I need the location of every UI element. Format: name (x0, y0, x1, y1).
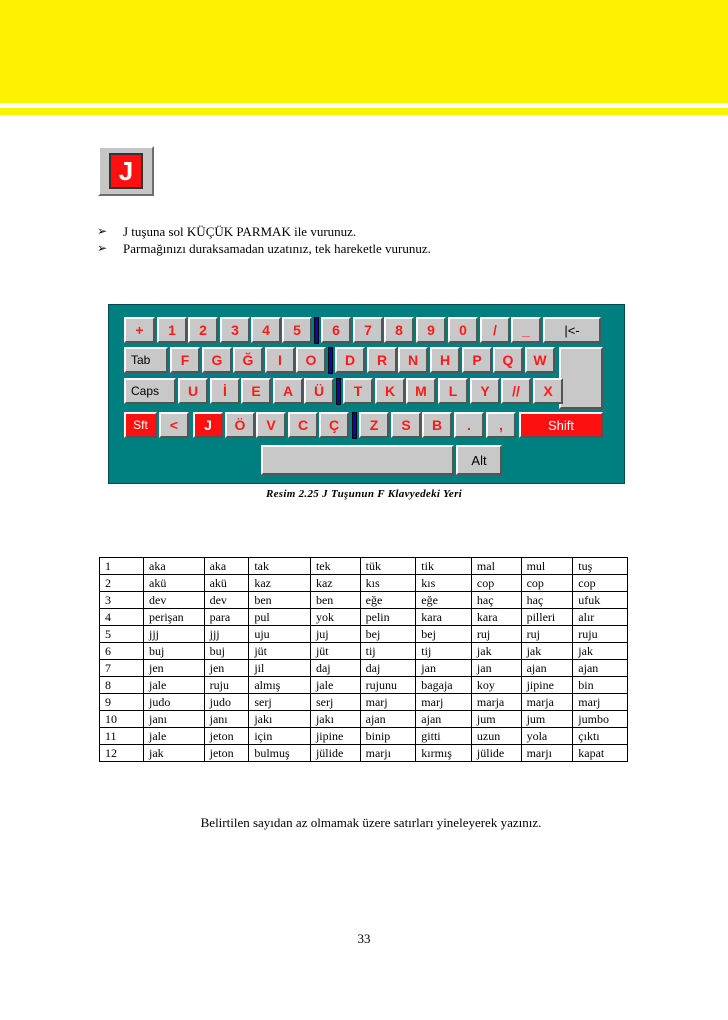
key-j-highlighted: J (193, 412, 223, 438)
key-s: S (391, 412, 421, 438)
key-y: Y (470, 378, 500, 404)
word-cell: jjj (144, 626, 205, 643)
word-cell: marj (360, 694, 416, 711)
row-number-cell: 5 (100, 626, 144, 643)
table-row (100, 609, 628, 626)
row-number-cell: 10 (100, 711, 144, 728)
word-cell: çıktı (573, 728, 628, 745)
word-cell: tak (249, 558, 311, 575)
row-number-cell: 11 (100, 728, 144, 745)
key-k: K (375, 378, 405, 404)
key-slash: / (480, 317, 510, 343)
word-cell: kırmış (416, 745, 472, 762)
word-cell: için (249, 728, 311, 745)
word-cell: marj (416, 694, 472, 711)
word-cell: para (204, 609, 249, 626)
figure-caption-text: Resim 2.25 J Tuşunun F Klavyedeki Yeri (265, 488, 463, 500)
word-cell: yola (521, 728, 573, 745)
key-p: P (462, 347, 492, 373)
word-cell: jipine (310, 728, 360, 745)
word-cell: jak (144, 745, 205, 762)
key-l: L (438, 378, 468, 404)
key-c-cedilla: Ç (319, 412, 349, 438)
key-t: T (343, 378, 373, 404)
word-cell: pelin (360, 609, 416, 626)
hand-divider (328, 347, 333, 374)
table-row (100, 728, 628, 745)
key-enter (559, 347, 603, 409)
table-row (100, 643, 628, 660)
word-cell: judo (204, 694, 249, 711)
word-cell: ufuk (573, 592, 628, 609)
word-cell: jipine (521, 677, 573, 694)
key-n: N (398, 347, 428, 373)
practice-table-body (100, 558, 628, 762)
hand-divider (314, 317, 319, 344)
word-cell: binip (360, 728, 416, 745)
row-number-cell: 1 (100, 558, 144, 575)
word-cell: tük (360, 558, 416, 575)
word-cell: jak (521, 643, 573, 660)
bullet-arrow-icon: ➢ (97, 224, 108, 238)
word-cell: bej (416, 626, 472, 643)
key-e: E (241, 378, 271, 404)
word-cell: marja (521, 694, 573, 711)
word-cell: haç (521, 592, 573, 609)
word-cell: janı (204, 711, 249, 728)
key-d: D (335, 347, 365, 373)
table-row (100, 558, 628, 575)
key-b: B (422, 412, 452, 438)
word-cell: buj (204, 643, 249, 660)
bullet-text: Parmağınızı duraksamadan uzatınız, tek hareketle vurunuz. (123, 241, 431, 256)
key-r: R (367, 347, 397, 373)
word-cell: akü (144, 575, 205, 592)
key-u: U (178, 378, 208, 404)
word-cell: jen (144, 660, 205, 677)
key-x: X (533, 378, 563, 404)
bullet-item (97, 223, 431, 240)
word-cell: kapat (573, 745, 628, 762)
key-o: O (296, 347, 326, 373)
word-cell: judo (144, 694, 205, 711)
keyboard-image (108, 304, 625, 484)
hand-divider (352, 412, 357, 439)
word-cell: kaz (249, 575, 311, 592)
word-cell: jjj (204, 626, 249, 643)
word-cell: jale (144, 728, 205, 745)
key-o-umlaut: Ö (225, 412, 255, 438)
word-cell: kaz (310, 575, 360, 592)
key-u-umlaut: Ü (304, 378, 334, 404)
key-g: G (202, 347, 232, 373)
word-cell: ruju (204, 677, 249, 694)
word-cell: tij (416, 643, 472, 660)
key-8: 8 (384, 317, 414, 343)
word-cell: yok (310, 609, 360, 626)
word-cell: eğe (416, 592, 472, 609)
word-cell: jale (144, 677, 205, 694)
word-cell: jüt (249, 643, 311, 660)
key-0: 0 (448, 317, 478, 343)
word-cell: jülide (310, 745, 360, 762)
word-cell: tij (360, 643, 416, 660)
row-number-cell: 8 (100, 677, 144, 694)
repeat-instruction: Belirtilen sayıdan az olmamak üzere satırları yineleyerek yazınız. (200, 815, 542, 830)
word-cell: jum (521, 711, 573, 728)
word-cell: eğe (360, 592, 416, 609)
word-cell: buj (144, 643, 205, 660)
word-cell: ruj (471, 626, 521, 643)
key-6: 6 (321, 317, 351, 343)
word-cell: cop (471, 575, 521, 592)
key-1: 1 (157, 317, 187, 343)
key-backspace: |<- (543, 317, 601, 343)
row-number-cell: 3 (100, 592, 144, 609)
key-plus: + (124, 317, 155, 343)
key-z: Z (359, 412, 389, 438)
row-number-cell: 9 (100, 694, 144, 711)
table-row (100, 694, 628, 711)
row-number-cell: 6 (100, 643, 144, 660)
word-cell: marj (573, 694, 628, 711)
word-cell: juj (310, 626, 360, 643)
word-cell: haç (471, 592, 521, 609)
word-cell: tek (310, 558, 360, 575)
word-cell: jum (471, 711, 521, 728)
key-v: V (256, 412, 286, 438)
word-cell: jak (471, 643, 521, 660)
word-cell: jen (204, 660, 249, 677)
word-cell: jumbo (573, 711, 628, 728)
key-5: 5 (282, 317, 312, 343)
key-q: Q (493, 347, 523, 373)
word-cell: ajan (416, 711, 472, 728)
word-cell: jak (573, 643, 628, 660)
word-cell: marjı (521, 745, 573, 762)
key-double-slash: // (501, 378, 531, 404)
word-cell: jülide (471, 745, 521, 762)
word-cell: serj (310, 694, 360, 711)
hand-divider (336, 378, 341, 405)
word-cell: kıs (416, 575, 472, 592)
key-underscore: _ (511, 317, 541, 343)
key-alt: Alt (456, 445, 502, 475)
word-cell: jüt (310, 643, 360, 660)
word-cell: akü (204, 575, 249, 592)
table-row (100, 660, 628, 677)
word-cell: ben (310, 592, 360, 609)
word-cell: mul (521, 558, 573, 575)
word-cell: jale (310, 677, 360, 694)
key-caps: Caps (124, 378, 176, 404)
word-cell: jakı (249, 711, 311, 728)
key-4: 4 (251, 317, 281, 343)
word-cell: daj (360, 660, 416, 677)
key-comma: , (486, 412, 516, 438)
word-cell: cop (521, 575, 573, 592)
word-cell: pilleri (521, 609, 573, 626)
word-cell: almış (249, 677, 311, 694)
word-cell: uzun (471, 728, 521, 745)
key-g-breve: Ğ (233, 347, 263, 373)
word-cell: perişan (144, 609, 205, 626)
bullet-item (97, 240, 431, 257)
word-cell: ruju (573, 626, 628, 643)
instruction-bullets (97, 223, 431, 257)
row-number-cell: 2 (100, 575, 144, 592)
word-cell: kıs (360, 575, 416, 592)
bullet-text: J tuşuna sol KÜÇÜK PARMAK ile vurunuz. (123, 224, 357, 239)
key-h: H (430, 347, 460, 373)
key-c: C (288, 412, 318, 438)
key-3: 3 (220, 317, 250, 343)
figure-caption (0, 488, 728, 500)
header-stripe (0, 108, 728, 115)
key-i-dot: İ (210, 378, 240, 404)
word-cell: dev (204, 592, 249, 609)
word-cell: cop (573, 575, 628, 592)
key-left-shift: Sft (124, 412, 157, 438)
word-cell: tik (416, 558, 472, 575)
word-cell: alır (573, 609, 628, 626)
word-cell: kara (416, 609, 472, 626)
word-cell: dev (144, 592, 205, 609)
key-right-shift: Shift (519, 412, 603, 438)
word-cell: gitti (416, 728, 472, 745)
key-9: 9 (416, 317, 446, 343)
row-number-cell: 12 (100, 745, 144, 762)
key-m: M (406, 378, 436, 404)
table-row (100, 711, 628, 728)
key-tab: Tab (124, 347, 168, 373)
key-2: 2 (188, 317, 218, 343)
word-cell: kara (471, 609, 521, 626)
word-cell: koy (471, 677, 521, 694)
table-row (100, 592, 628, 609)
word-cell: ruj (521, 626, 573, 643)
table-row (100, 575, 628, 592)
key-7: 7 (353, 317, 383, 343)
row-number-cell: 4 (100, 609, 144, 626)
key-i: I (265, 347, 295, 373)
word-cell: jeton (204, 728, 249, 745)
key-icon (98, 146, 154, 196)
key-icon-letter: J (109, 153, 143, 189)
word-cell: jan (471, 660, 521, 677)
word-cell: bej (360, 626, 416, 643)
word-cell: jeton (204, 745, 249, 762)
word-cell: jan (416, 660, 472, 677)
bullet-arrow-icon: ➢ (97, 241, 108, 255)
word-cell: serj (249, 694, 311, 711)
key-less-than: < (159, 412, 189, 438)
word-cell: ajan (573, 660, 628, 677)
word-cell: aka (144, 558, 205, 575)
word-cell: bulmuş (249, 745, 311, 762)
table-row (100, 745, 628, 762)
key-space (261, 445, 454, 475)
word-cell: uju (249, 626, 311, 643)
word-cell: jil (249, 660, 311, 677)
word-cell: ajan (521, 660, 573, 677)
word-cell: marjı (360, 745, 416, 762)
word-cell: bin (573, 677, 628, 694)
key-period: . (454, 412, 484, 438)
word-cell: janı (144, 711, 205, 728)
word-cell: aka (204, 558, 249, 575)
word-cell: ajan (360, 711, 416, 728)
table-row (100, 677, 628, 694)
table-row (100, 626, 628, 643)
word-cell: bagaja (416, 677, 472, 694)
word-cell: ben (249, 592, 311, 609)
word-cell: pul (249, 609, 311, 626)
word-cell: daj (310, 660, 360, 677)
word-cell: marja (471, 694, 521, 711)
word-cell: jakı (310, 711, 360, 728)
word-cell: rujunu (360, 677, 416, 694)
header-banner (0, 0, 728, 103)
practice-table (99, 557, 628, 762)
row-number-cell: 7 (100, 660, 144, 677)
word-cell: tuş (573, 558, 628, 575)
word-cell: mal (471, 558, 521, 575)
key-f: F (170, 347, 200, 373)
key-a: A (273, 378, 303, 404)
key-w: W (525, 347, 555, 373)
page-number: 33 (357, 931, 371, 946)
